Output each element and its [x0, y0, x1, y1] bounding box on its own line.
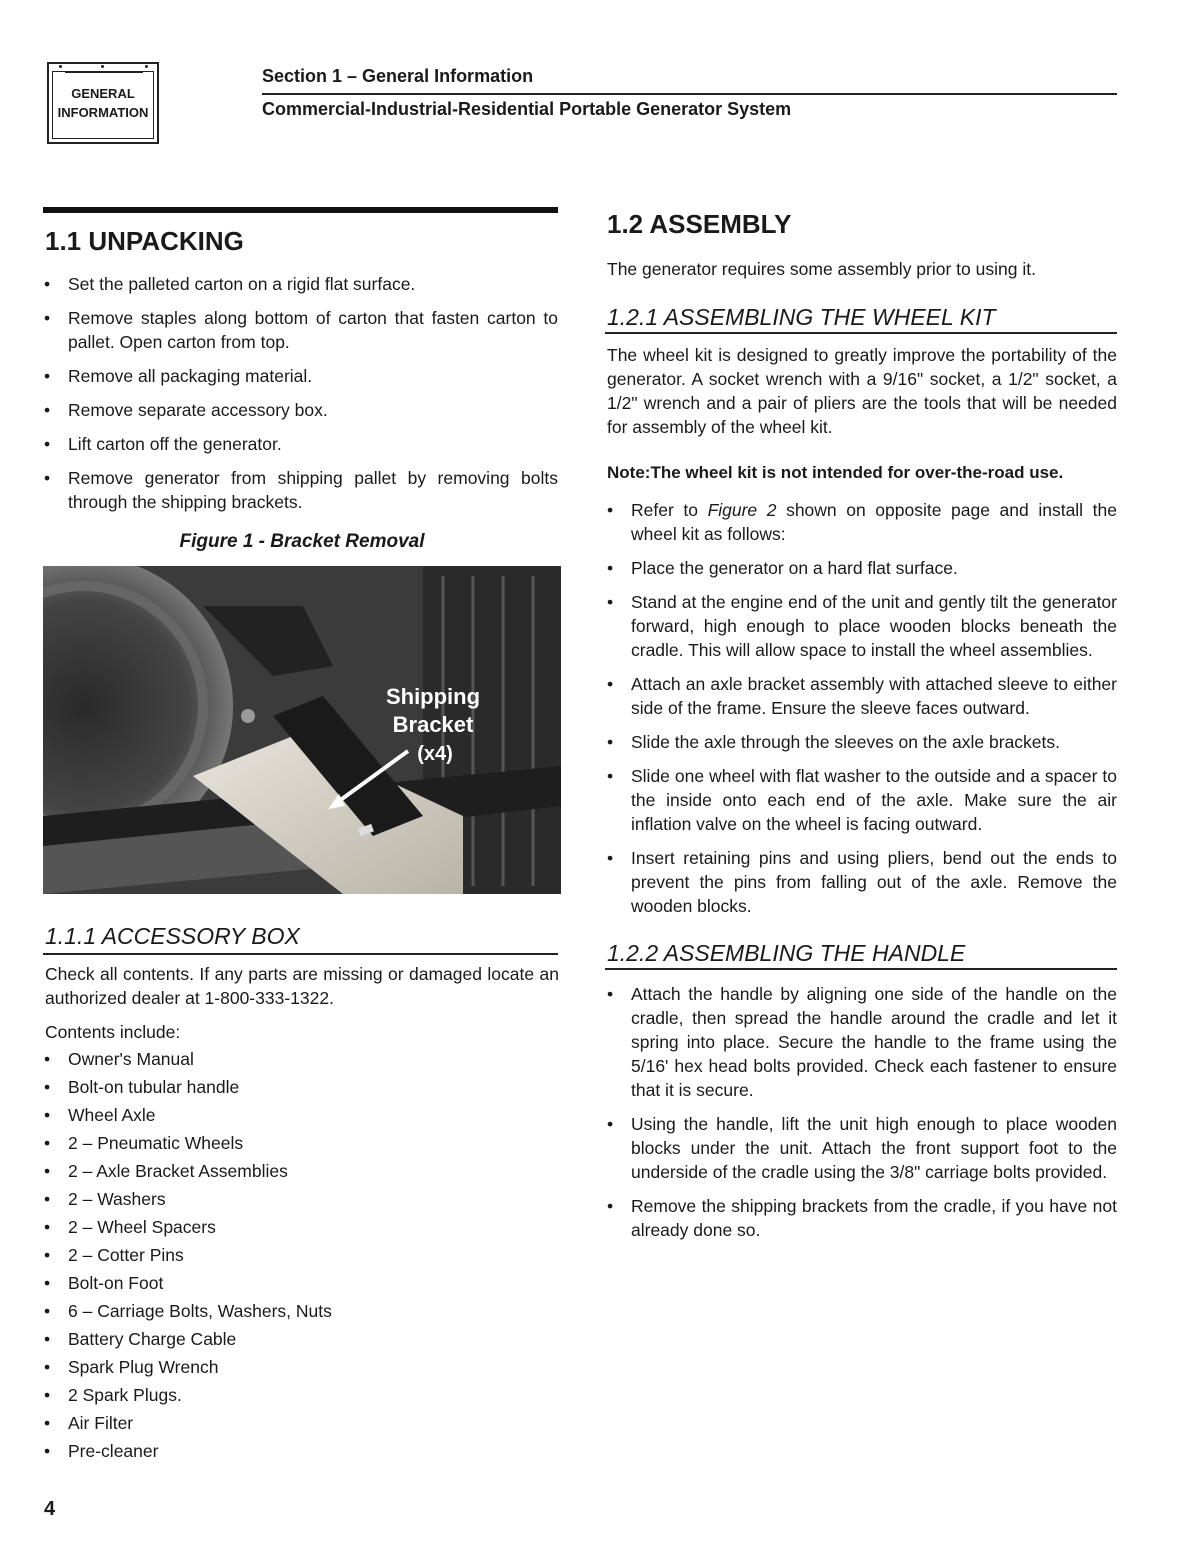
list-item: • Lift carton off the generator.: [44, 432, 558, 456]
figure-reference: Figure 2: [707, 500, 777, 520]
list-item: • Bolt-on Foot: [44, 1271, 558, 1295]
step-text-post: shown on opposite page and install the wheel kit as follows:: [631, 500, 1117, 544]
handle-title-rule: [605, 968, 1117, 970]
tab-frame: [52, 71, 154, 139]
unpacking-top-rule: [43, 207, 558, 213]
contents-label: Contents include:: [45, 1022, 181, 1042]
list-item: • Pre-cleaner: [44, 1439, 558, 1463]
wheel-kit-title-rule: [605, 332, 1117, 334]
list-item: • Owner's Manual: [44, 1047, 558, 1071]
unpacking-title: 1.1 UNPACKING: [45, 226, 244, 256]
list-item: • 2 – Washers: [44, 1187, 558, 1211]
list-item: • Spark Plug Wrench: [44, 1355, 558, 1379]
figure-label-bracket: Bracket: [392, 712, 474, 737]
bracket-photo: [43, 566, 561, 894]
list-item: • Set the palleted carton on a rigid flat surface.: [44, 272, 558, 296]
list-item: • Slide the axle through the sleeves on the axle brackets.: [607, 730, 1117, 754]
list-item: • 2 – Cotter Pins: [44, 1243, 558, 1267]
list-item: • 2 – Wheel Spacers: [44, 1215, 558, 1239]
wheel-kit-intro: The wheel kit is designed to greatly improve the portability of the generator. A socket wrench with a 9/16" socket, a 1/2" socket, a 1/2" wrench and a pair of pliers are the tools that will be needed for assembly of the wheel kit.: [607, 345, 1117, 437]
assembly-intro: The generator requires some assembly prior to using it.: [607, 259, 1036, 279]
list-item: • Wheel Axle: [44, 1103, 558, 1127]
list-item: • Remove generator from shipping pallet by removing bolts through the shipping brackets.: [44, 466, 558, 514]
list-item: • Slide one wheel with flat washer to the outside and a spacer to the inside onto each end of the axle. Make sure the air inflation valve on the wheel is facing outward.: [607, 764, 1117, 836]
handle-title: 1.2.2 ASSEMBLING THE HANDLE: [607, 940, 966, 966]
accessory-contents-list: [44, 1047, 558, 1467]
assembly-title: 1.2 ASSEMBLY: [607, 209, 792, 239]
unpacking-list: [44, 272, 558, 524]
list-item: • Place the generator on a hard flat surface.: [607, 556, 1117, 580]
document-subtitle: Commercial-Industrial-Residential Portable Generator System: [262, 99, 792, 119]
accessory-box-title: 1.1.1 ACCESSORY BOX: [45, 923, 300, 949]
list-item: • 2 – Pneumatic Wheels: [44, 1131, 558, 1155]
list-item: • 2 Spark Plugs.: [44, 1383, 558, 1407]
figure-label-shipping: Shipping: [385, 684, 481, 709]
figure-caption: Figure 1 - Bracket Removal: [179, 531, 425, 552]
list-item: [607, 498, 1117, 546]
list-item: • Bolt-on tubular handle: [44, 1075, 558, 1099]
tab-label-general: GENERAL: [71, 86, 135, 101]
section-heading: Section 1 – General Information: [262, 66, 534, 86]
tab-label-information: INFORMATION: [57, 105, 149, 120]
accessory-intro: Check all contents. If any parts are missing or damaged locate an authorized dealer at 1-800-333-1322.: [45, 964, 559, 1008]
list-item: • Attach an axle bracket assembly with attached sleeve to either side of the frame. Ensure the sleeve faces outward.: [607, 672, 1117, 720]
list-item: • Attach the handle by aligning one side of the handle on the cradle, then spread the handle around the cradle and let it spring into place. Secure the handle to the frame using the 5/16' hex head bolts provided. Check each fastener to ensure that it is secure.: [607, 982, 1117, 1102]
list-item: • 6 – Carriage Bolts, Washers, Nuts: [44, 1299, 558, 1323]
handle-steps: [607, 982, 1117, 1252]
figure-label-count: (x4): [417, 743, 453, 765]
list-item: • Remove staples along bottom of carton that fasten carton to pallet. Open carton from top.: [44, 306, 558, 354]
accessory-title-rule: [43, 953, 558, 955]
list-item: • Remove separate accessory box.: [44, 398, 558, 422]
list-item: • Remove all packaging material.: [44, 364, 558, 388]
step-text-pre: Refer to: [631, 500, 708, 520]
list-item: • Using the handle, lift the unit high enough to place wooden blocks under the unit. Attach the front support foot to the underside of the cradle using the 3/8" carriage bolts provided.: [607, 1112, 1117, 1184]
bracket-photo-illustration: [43, 566, 561, 894]
list-item: • Battery Charge Cable: [44, 1327, 558, 1351]
wheel-kit-note: Note:The wheel kit is not intended for over-the-road use.: [607, 463, 1064, 482]
wheel-kit-title: 1.2.1 ASSEMBLING THE WHEEL KIT: [607, 304, 996, 330]
list-item: • Insert retaining pins and using pliers, bend out the ends to prevent the pins from falling out of the axle. Remove the wooden blocks.: [607, 846, 1117, 918]
header-rule: [262, 93, 1117, 95]
wheel-kit-steps: [607, 498, 1117, 928]
page-number: 4: [44, 1498, 56, 1520]
list-item: • 2 – Axle Bracket Assemblies: [44, 1159, 558, 1183]
list-item: • Stand at the engine end of the unit and gently tilt the generator forward, high enough to place wooden blocks beneath the cradle. This will allow space to install the wheel assemblies.: [607, 590, 1117, 662]
section-tab: [47, 62, 159, 144]
list-item: • Remove the shipping brackets from the cradle, if you have not already done so.: [607, 1194, 1117, 1242]
list-item: • Air Filter: [44, 1411, 558, 1435]
